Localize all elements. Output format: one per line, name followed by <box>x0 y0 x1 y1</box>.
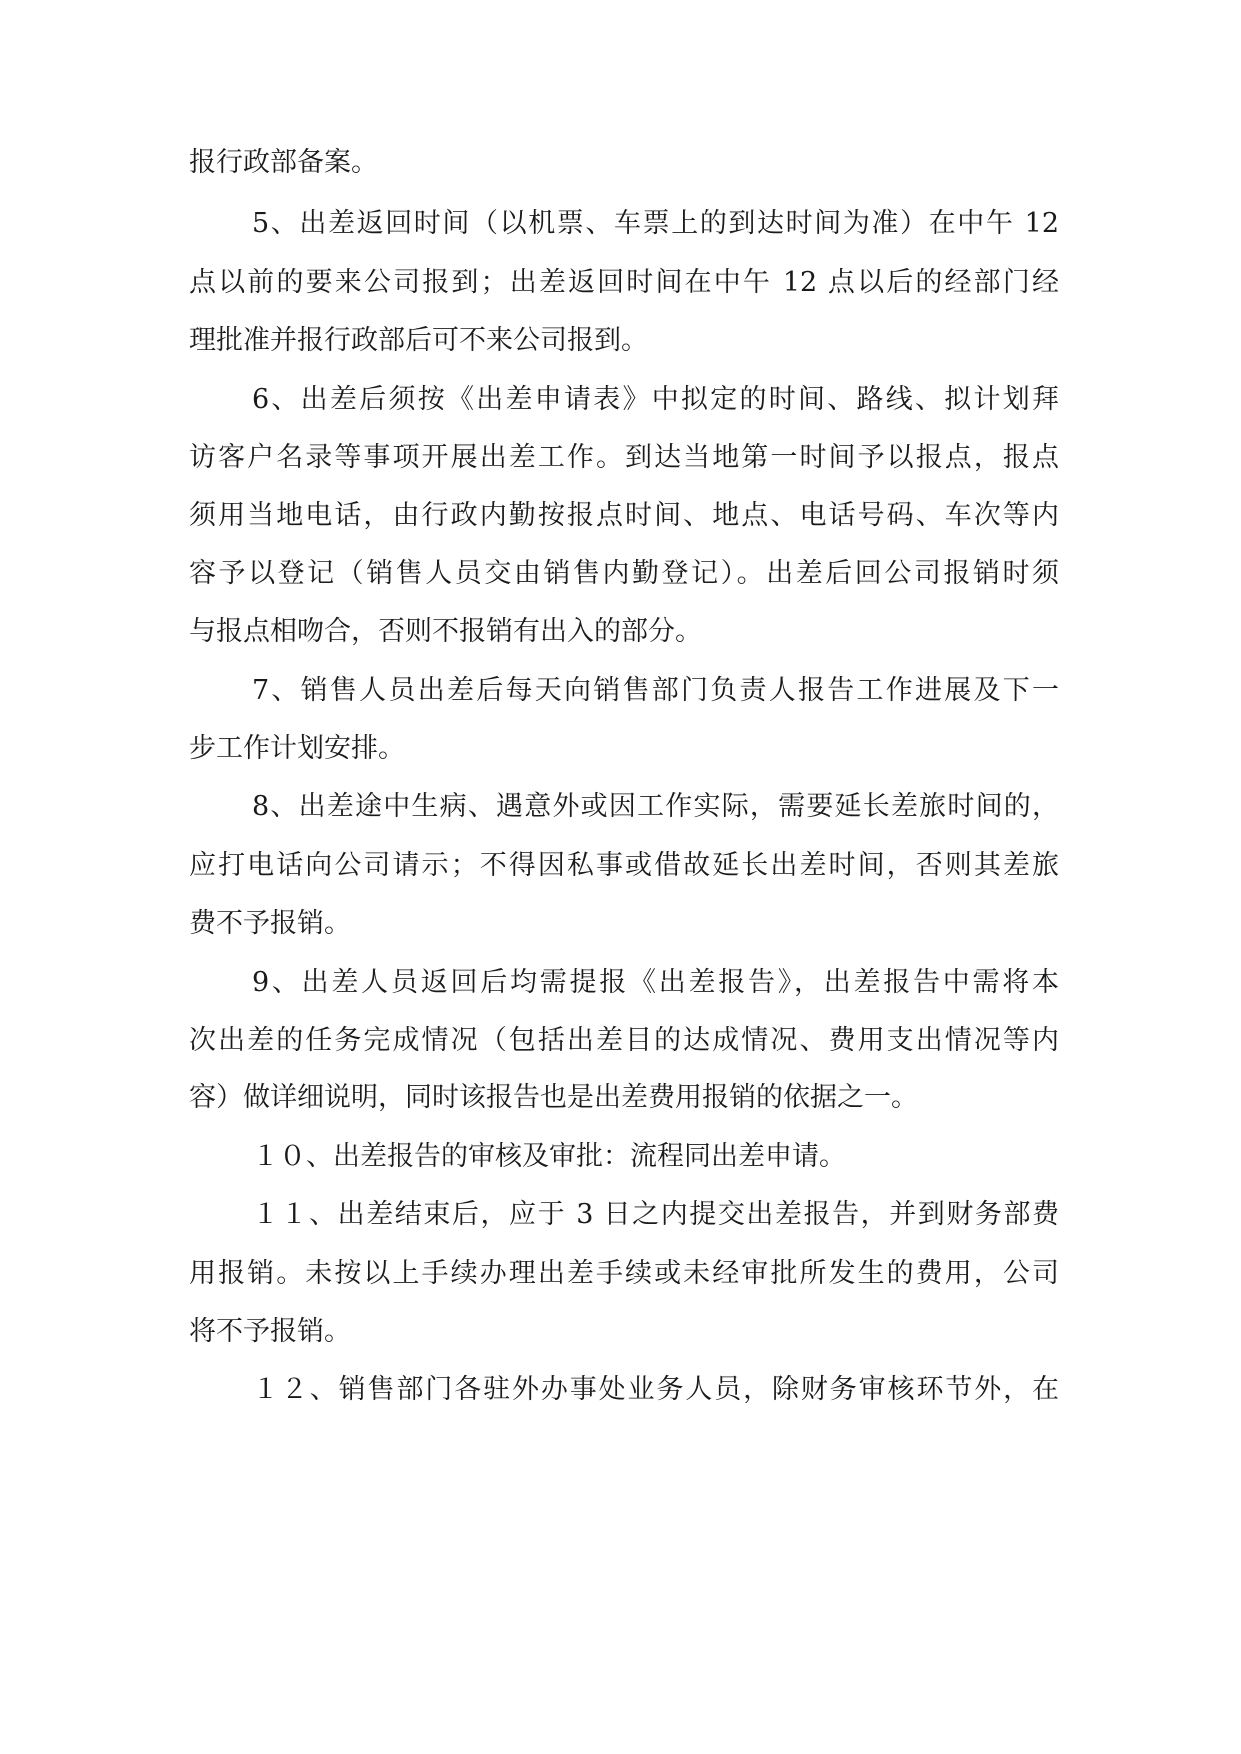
text-line: 应打电话向公司请示；不得因私事或借故延长出差时间，否则其差旅 <box>189 850 1059 881</box>
text-line: 7、销售人员出差后每天向销售部门负责人报告工作进展及下一 <box>252 675 1059 706</box>
text-line: 点以前的要来公司报到；出差返回时间在中午 12 点以后的经部门经 <box>189 267 1059 298</box>
text-line: 容予以登记（销售人员交由销售内勤登记）。出差后回公司报销时须 <box>189 558 1059 589</box>
text-line: 步工作计划安排。 <box>189 733 405 764</box>
text-line: １１、出差结束后，应于 3 日之内提交出差报告，并到财务部费 <box>252 1199 1059 1230</box>
text-line: 次出差的任务完成情况（包括出差目的达成情况、费用支出情况等内 <box>189 1025 1059 1056</box>
text-line: 9、出差人员返回后均需提报《出差报告》，出差报告中需将本 <box>252 967 1059 998</box>
text-line: 将不予报销。 <box>189 1316 351 1347</box>
text-line: 访客户名录等事项开展出差工作。到达当地第一时间予以报点，报点 <box>189 442 1059 473</box>
text-line: 6、出差后须按《出差申请表》中拟定的时间、路线、拟计划拜 <box>252 384 1059 415</box>
text-line: １２、销售部门各驻外办事处业务人员，除财务审核环节外，在 <box>252 1374 1059 1405</box>
text-line: 费不予报销。 <box>189 908 351 939</box>
text-line: 理批准并报行政部后可不来公司报到。 <box>189 325 648 356</box>
text-line: 与报点相吻合，否则不报销有出入的部分。 <box>189 616 702 647</box>
text-line: 用报销。未按以上手续办理出差手续或未经审批所发生的费用，公司 <box>189 1258 1059 1289</box>
text-line: 5、出差返回时间（以机票、车票上的到达时间为准）在中午 12 <box>252 208 1059 239</box>
text-line: 须用当地电话，由行政内勤按报点时间、地点、电话号码、车次等内 <box>189 500 1059 531</box>
text-line: 容）做详细说明，同时该报告也是出差费用报销的依据之一。 <box>189 1082 918 1113</box>
text-line: １０、出差报告的审核及审批：流程同出差申请。 <box>252 1141 846 1172</box>
text-line: 报行政部备案。 <box>189 147 378 178</box>
text-line: 8、出差途中生病、遇意外或因工作实际，需要延长差旅时间的， <box>252 791 1059 822</box>
